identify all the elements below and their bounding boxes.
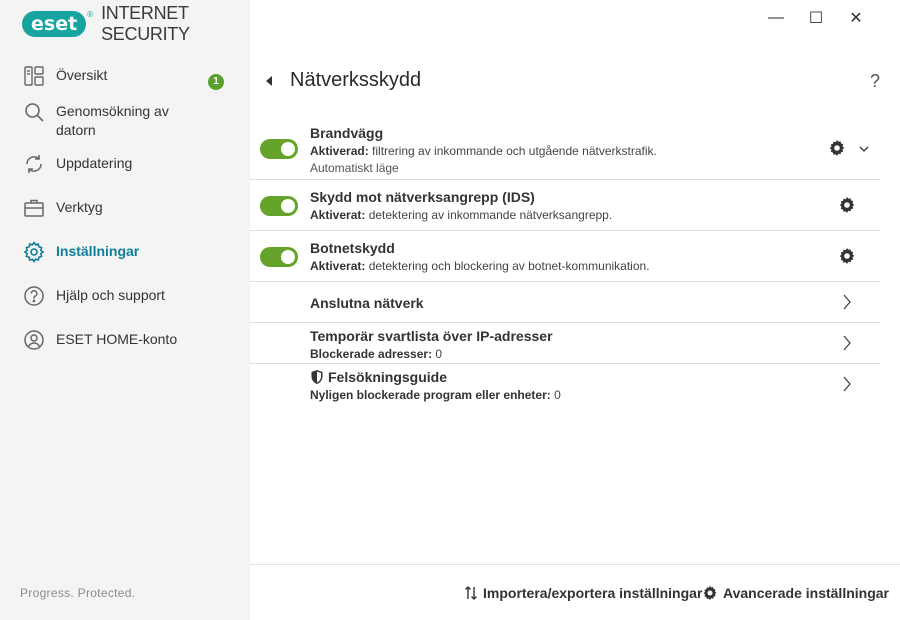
setting-row-botnet bbox=[250, 231, 880, 282]
sidebar-item-label: Översikt bbox=[56, 67, 108, 83]
minimize-button[interactable]: — bbox=[768, 9, 784, 26]
link-title-wrap bbox=[310, 369, 880, 385]
sidebar-item-help[interactable] bbox=[0, 284, 250, 328]
chevron-right-icon bbox=[842, 334, 852, 352]
overview-icon bbox=[22, 64, 46, 88]
botnet-toggle[interactable] bbox=[260, 247, 298, 267]
setting-title: Brandvägg bbox=[310, 125, 384, 141]
chevron-right-icon bbox=[842, 375, 852, 393]
chevron-right-icon bbox=[842, 293, 852, 311]
sidebar-item-label: Verktyg bbox=[56, 199, 103, 215]
setting-title: Botnetskydd bbox=[310, 240, 395, 256]
sidebar-item-label: Inställningar bbox=[56, 243, 140, 259]
sidebar-item-label: ESET HOME-konto bbox=[56, 331, 178, 347]
sidebar-nav bbox=[0, 64, 250, 372]
advanced-settings-button[interactable] bbox=[702, 585, 889, 601]
footer bbox=[250, 564, 900, 620]
notification-badge: 1 bbox=[208, 74, 224, 90]
setting-row-ids bbox=[250, 180, 880, 231]
import-export-label: Importera/exportera inställningar bbox=[483, 585, 703, 601]
setting-description bbox=[310, 208, 880, 222]
tagline: Progress. Protected. bbox=[20, 586, 136, 600]
account-icon bbox=[22, 328, 46, 352]
sidebar-item-label: Genomsökning av datorn bbox=[56, 103, 169, 138]
sidebar-item-label: Hjälp och support bbox=[56, 287, 165, 303]
setting-description bbox=[310, 259, 880, 273]
gear-icon[interactable] bbox=[828, 139, 846, 157]
sidebar-item-update[interactable] bbox=[0, 152, 250, 196]
tools-icon bbox=[22, 196, 46, 220]
eset-logo: eset bbox=[22, 11, 86, 37]
sidebar-item-overview[interactable] bbox=[0, 64, 250, 100]
link-title: Felsökningsguide bbox=[328, 369, 448, 385]
logo-registered-mark: ® bbox=[87, 10, 94, 19]
sub-label: Nyligen blockerade program eller enheter: bbox=[310, 388, 551, 402]
sidebar-item-label: Uppdatering bbox=[56, 155, 133, 171]
ids-toggle[interactable] bbox=[260, 196, 298, 216]
status-label: Aktiverat: bbox=[310, 259, 366, 273]
gear-icon[interactable] bbox=[838, 196, 856, 214]
gear-icon bbox=[702, 585, 718, 601]
gear-icon[interactable] bbox=[838, 247, 856, 265]
scan-icon bbox=[22, 100, 46, 124]
main-panel bbox=[250, 0, 900, 620]
firewall-toggle[interactable] bbox=[260, 139, 298, 159]
gear-icon bbox=[22, 240, 46, 264]
back-arrow-icon[interactable] bbox=[264, 74, 274, 88]
link-subtitle bbox=[310, 347, 880, 361]
advanced-settings-label: Avancerade inställningar bbox=[723, 585, 889, 601]
setting-description bbox=[310, 144, 880, 158]
maximize-button[interactable]: ☐ bbox=[808, 10, 824, 27]
sidebar-item-account[interactable] bbox=[0, 328, 250, 372]
description-text: detektering av inkommande nätverksangrepp. bbox=[368, 208, 613, 222]
link-title: Anslutna nätverk bbox=[310, 295, 424, 311]
sub-value: 0 bbox=[435, 347, 443, 361]
setting-row-firewall bbox=[250, 116, 880, 180]
sidebar-item-settings[interactable] bbox=[0, 240, 250, 284]
import-export-button[interactable] bbox=[464, 585, 702, 601]
link-connected-networks[interactable] bbox=[250, 282, 880, 323]
shield-icon bbox=[310, 369, 324, 385]
import-export-icon bbox=[464, 585, 478, 601]
link-troubleshooting[interactable] bbox=[250, 364, 880, 405]
brand bbox=[22, 3, 250, 44]
description-text: filtrering av inkommande och utgående nätverkstrafik. bbox=[372, 144, 657, 158]
sidebar-item-scan[interactable] bbox=[0, 100, 250, 152]
sub-value: 0 bbox=[554, 388, 561, 402]
link-title: Temporär svartlista över IP-adresser bbox=[310, 328, 553, 344]
update-icon bbox=[22, 152, 46, 176]
sub-label: Blockerade adresser: bbox=[310, 347, 433, 361]
chevron-down-icon[interactable] bbox=[858, 143, 870, 155]
page-title: Nätverksskydd bbox=[290, 69, 422, 91]
settings-list bbox=[250, 116, 880, 405]
sidebar bbox=[0, 0, 250, 620]
setting-title: Skydd mot nätverksangrepp (IDS) bbox=[310, 189, 535, 205]
help-button[interactable]: ? bbox=[869, 71, 880, 91]
link-ip-blacklist[interactable] bbox=[250, 323, 880, 364]
description-text: detektering och blockering av botnet-kommunikation. bbox=[368, 259, 650, 273]
status-label: Aktiverad: bbox=[310, 144, 369, 158]
status-label: Aktiverat: bbox=[310, 208, 366, 222]
link-subtitle bbox=[310, 388, 880, 402]
close-button[interactable]: ✕ bbox=[849, 10, 863, 27]
sidebar-item-tools[interactable] bbox=[0, 196, 250, 240]
help-icon bbox=[22, 284, 46, 308]
product-name: INTERNET SECURITY bbox=[101, 3, 190, 44]
firewall-mode: Automatiskt läge bbox=[310, 161, 399, 175]
